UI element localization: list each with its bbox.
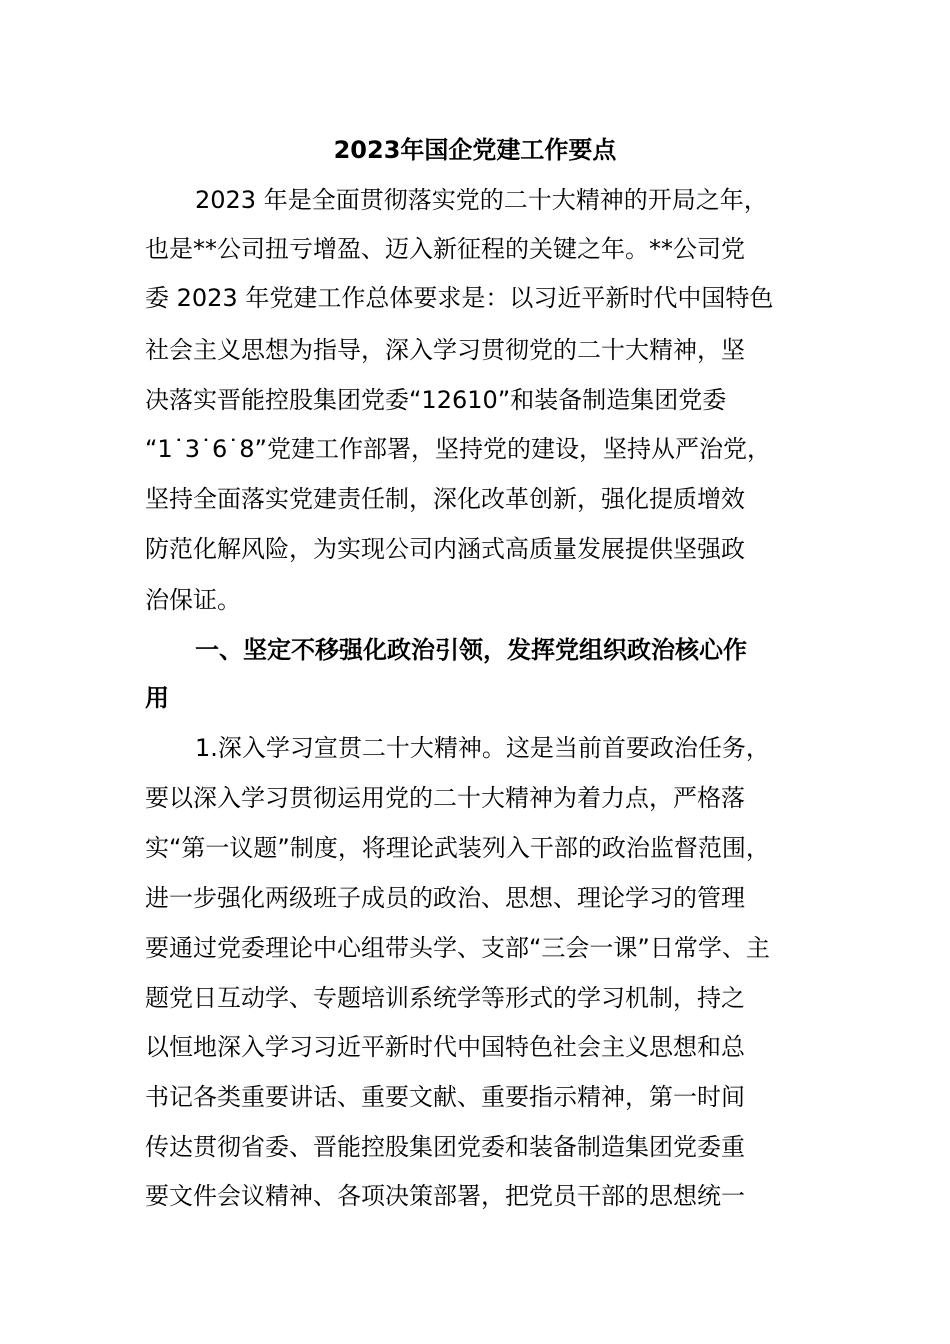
intro-line: 坚持全面落实党建责任制，深化改革创新，强化提质增效 [145, 485, 745, 513]
intro-line: 决落实晋能控股集团党委“12610”和装备制造集团党委 [145, 386, 727, 414]
item-line: 要文件会议精神、各项决策部署，把党员干部的思想统一 [145, 1182, 745, 1210]
intro-line: 防范化解风险，为实现公司内涵式高质量发展提供坚强政 [145, 535, 745, 563]
intro-line: 也是**公司扭亏增盈、迈入新征程的关键之年。**公司党 [145, 235, 745, 263]
item-line: 书记各类重要讲话、重要文献、重要指示精神，第一时间 [145, 1083, 745, 1111]
item-line: 实“第一议题”制度，将理论武装列入干部的政治监督范围， [145, 834, 770, 862]
item-line: 要通过党委理论中心组带头学、支部“三会一课”日常学、主 [145, 934, 770, 962]
intro-line: 治保证。 [145, 586, 241, 614]
item-line: 以恒地深入学习习近平新时代中国特色社会主义思想和总 [145, 1033, 745, 1061]
section-heading: 一、坚定不移强化政治引领，发挥党组织政治核心作 [195, 636, 747, 664]
intro-line: 委 2023 年党建工作总体要求是：以习近平新时代中国特色 [145, 284, 774, 312]
document-title: 2023年国企党建工作要点 [333, 136, 617, 164]
intro-line: 2023 年是全面贯彻落实党的二十大精神的开局之年， [195, 186, 768, 214]
intro-line: “1˙3˙6˙8”党建工作部署，坚持党的建设，坚持从严治党， [145, 435, 771, 463]
item-line: 题党日互动学、专题培训系统学等形式的学习机制，持之 [145, 984, 745, 1012]
item-line: 1.深入学习宣贯二十大精神。这是当前首要政治任务， [195, 734, 770, 762]
intro-line: 社会主义思想为指导，深入学习贯彻党的二十大精神，坚 [145, 336, 745, 364]
item-line: 要以深入学习贯彻运用党的二十大精神为着力点，严格落 [145, 784, 745, 812]
item-line: 进一步强化两级班子成员的政治、思想、理论学习的管理 [145, 884, 745, 912]
item-line: 传达贯彻省委、晋能控股集团党委和装备制造集团党委重 [145, 1133, 745, 1161]
section-heading: 用 [145, 684, 169, 712]
